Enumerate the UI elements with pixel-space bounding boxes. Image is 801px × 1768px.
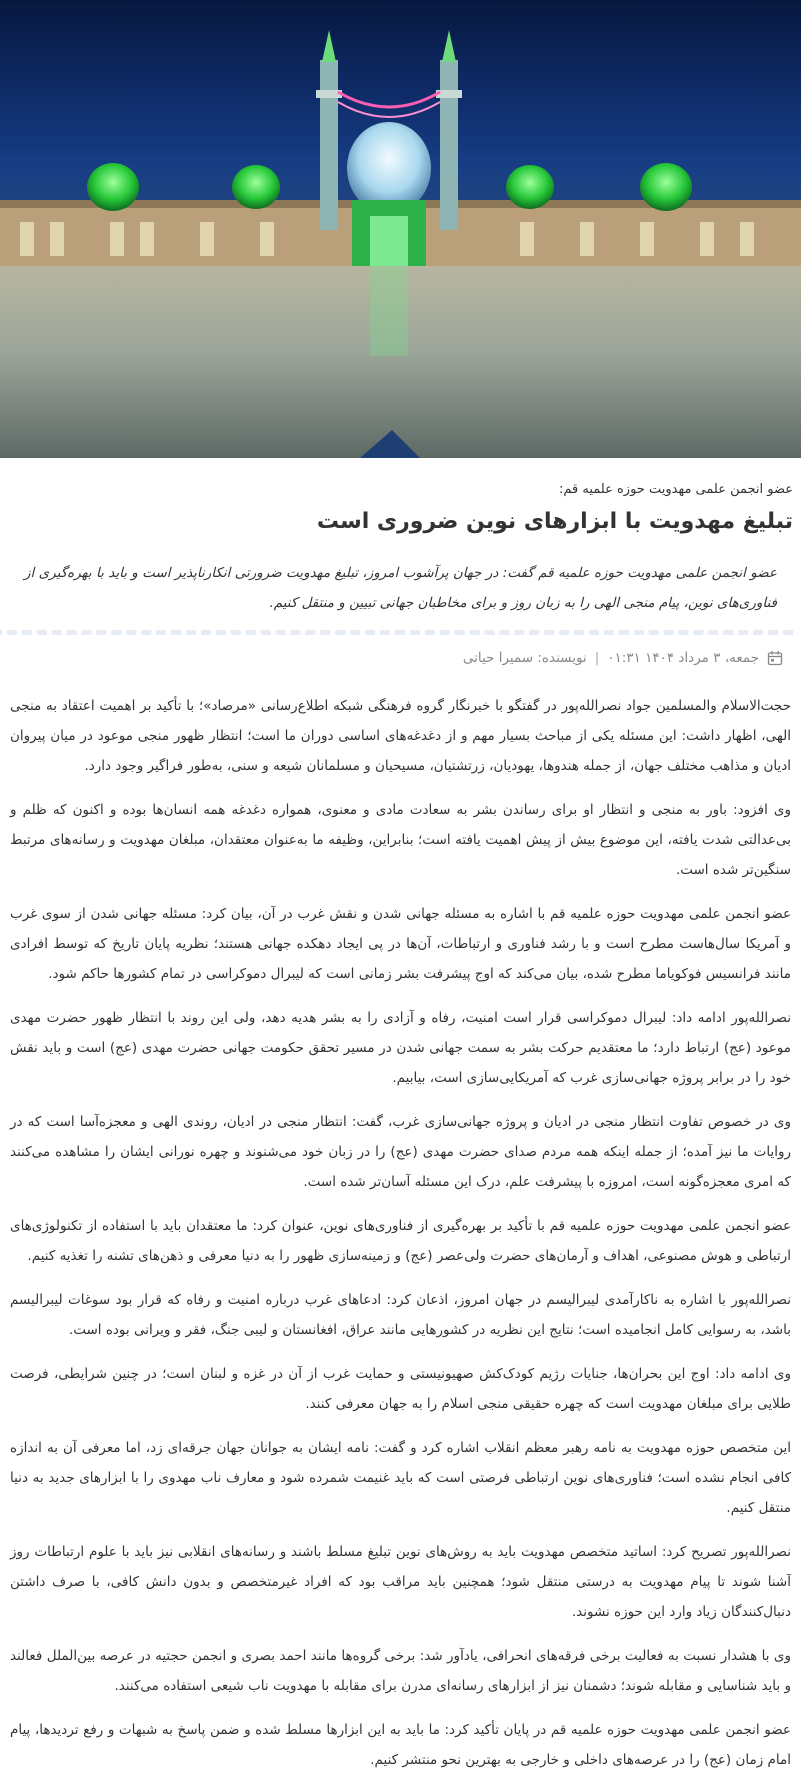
paragraph: این متخصص حوزه مهدویت به نامه رهبر معظم انقلاب اشاره کرد و گفت: نامه ایشان به جوانان جهان جرقه‌ای زد، اما معرفی آن به اندازه کافی انجام نشده است؛ فناوری‌های نوین ارتباطی فرصتی است که باید غنیمت شمرده شود و معارف ناب مهدوی را با ابزارهای جدید به دنیا منتقل کنیم. [10,1439,791,1516]
mosque-photo [0,0,801,458]
paragraph: نصرالله‌پور تصریح کرد: اساتید متخصص مهدویت باید به روش‌های نوین تبلیغ مسلط باشند و رسانه‌های انقلابی نیز باید با علوم ارتباطات روز آشنا شوند تا پیام مهدویت به درستی منتقل شود؛ همچنین باید مراقب بود که افراد غیرمتخصص و بدون دانش کافی، با صرف داشتن دنبال‌کنندگان زیاد وارد این حوزه نشوند. [10,1543,791,1620]
paragraph: وی ادامه داد: اوج این بحران‌ها، جنایات رژیم کودک‌کش صهیونیستی و حمایت غرب از آن در غزه و لبنان است؛ در چنین شرایطی، فرصت طلایی برای مبلغان مهدویت است که چهره حقیقی منجی اسلام را به جهان معرفی کنند. [10,1365,791,1412]
article-body [8,691,793,1768]
meta-separator: | [594,649,600,666]
article-supertitle: عضو انجمن علمی مهدویت حوزه علمیه قم: [559,482,793,497]
paragraph: عضو انجمن علمی مهدویت حوزه علمیه قم با تأکید بر بهره‌گیری از فناوری‌های نوین، عنوان کرد: ما معتقدان باید با استفاده از تکنولوژی‌های ارتباطی و هوش مصنوعی، اهداف و آرمان‌های حضرت ولی‌عصر (عج) و زمینه‌سازی ظهور را به دنیا معرفی و ذهن‌های تشنه را تغذیه کنیم. [10,1217,791,1264]
paragraph: عضو انجمن علمی مهدویت حوزه علمیه قم با اشاره به مسئله جهانی شدن و نقش غرب در آن، بیان کرد: مسئله جهانی شدن از سوی غرب و آمریکا سال‌هاست مطرح است و با رشد فناوری و ارتباطات، آن‌ها در پی ایجاد دهکده جهانی هستند؛ نظریه پایان تاریخ که توسط افرادی مانند فرانسیس فوکویاما مطرح شده، بیان می‌کند که اوج پیشرفت بشر زمانی است که لیبرال دموکراسی در تمام کشورها حاکم شود. [10,905,791,982]
article-lead: عضو انجمن علمی مهدویت حوزه علمیه قم گفت: در جهان پرآشوب امروز، تبلیغ مهدویت ضرورتی انکارناپذیر است و باید با بهره‌گیری از فناوری‌های نوین، پیام منجی الهی را به زبان روز و برای مخاطبان جهانی تبیین و منتقل کنیم. [24,564,777,611]
article-meta [8,645,793,671]
article-title: تبلیغ مهدویت با ابزارهای نوین ضروری است [316,509,793,534]
paragraph: وی در خصوص تفاوت انتظار منجی در ادیان و پروژه جهانی‌سازی غرب، گفت: انتظار منجی در ادیان، روندی الهی و معجزه‌آسا است که در روایات ما نیز آمده؛ از جمله اینکه همه مردم صدای حضرت مهدی (عج) را در زبان خود می‌شنوند و چهره نورانی ایشان را مشاهده می‌کنند که امری معجزه‌گونه است، امروزه با پیشرفت علم، درک این مسئله آسان‌تر شده است. [10,1113,791,1190]
divider [0,630,793,635]
article-author[interactable]: نویسنده: سمیرا حیاتی [462,649,587,666]
paragraph: عضو انجمن علمی مهدویت حوزه علمیه قم در پایان تأکید کرد: ما باید به این ابزارها مسلط شده و ضمن پاسخ به شبهات و رفع تردیدها، پیام امام زمان (عج) را در عرصه‌های داخلی و خارجی به بهترین نحو منتشر کنیم. [10,1721,791,1768]
paragraph: حجت‌الاسلام والمسلمین جواد نصرالله‌پور در گفتگو با خبرنگار گروه فرهنگی شبکه اطلاع‌رسانی «مرصاد»؛ با تأکید بر اهمیت اعتقاد به منجی الهی، اظهار داشت: این مسئله یکی از مباحث بسیار مهم و از دغدغه‌های اساسی دوران ما است؛ انتظار ظهور منجی موعود در میان پیروان ادیان و مذاهب مختلف جهان، از جمله هندوها، یهودیان، زرتشتیان، مسیحیان و مسلمانان شیعه و سنی، به‌طور فراگیر وجود دارد. [10,697,791,774]
hero-image [0,0,801,458]
paragraph: وی با هشدار نسبت به فعالیت برخی فرقه‌های انحرافی، یادآور شد: برخی گروه‌ها مانند احمد بصری و انجمن حجتیه در عرصه بین‌الملل فعالند و باید شناسایی و مقابله شوند؛ دشمنان نیز از ابزارهای رسانه‌ای مدرن برای مقابله با مهدویت ناب شیعی استفاده می‌کنند. [10,1647,791,1694]
paragraph: نصرالله‌پور ادامه داد: لیبرال دموکراسی قرار است امنیت، رفاه و آزادی را به بشر هدیه دهد، ولی این روند با انتظار ظهور حضرت مهدی موعود (عج) ارتباط دارد؛ ما معتقدیم حرکت بشر به سمت جهانی شدن در مسیر تحقق حکومت جهانی حضرت مهدی (عج) است و باید نقش خود را در برابر پروژه جهانی‌سازی غرب که آمریکایی‌سازی است، بیابیم. [10,1009,791,1086]
paragraph: وی افزود: باور به منجی و انتظار او برای رساندن بشر به سعادت مادی و معنوی، همواره دغدغه همه انسان‌ها بوده و اکنون که ظلم و بی‌عدالتی شدت یافته، این موضوع بیش از پیش اهمیت یافته است؛ بنابراین، وظیفه ما به‌عنوان معتقدان، مبلغان مهدویت و رسانه‌های مرتبط سنگین‌تر شده است. [10,801,791,878]
article [0,482,801,1768]
calendar-icon [767,650,783,666]
article-date: جمعه، ۳ مرداد ۱۴۰۴ ۰۱:۳۱ [607,649,759,666]
paragraph: نصرالله‌پور با اشاره به ناکارآمدی لیبرالیسم در جهان امروز، اذعان کرد: ادعاهای غرب درباره امنیت و رفاه که قرار بود سوغات لیبرالیسم باشد، به رسوایی کامل انجامیده است؛ نتایج این نظریه در کشورهایی مانند عراق، افغانستان و لیبی جنگ، فقر و ویرانی بوده است. [10,1291,791,1338]
